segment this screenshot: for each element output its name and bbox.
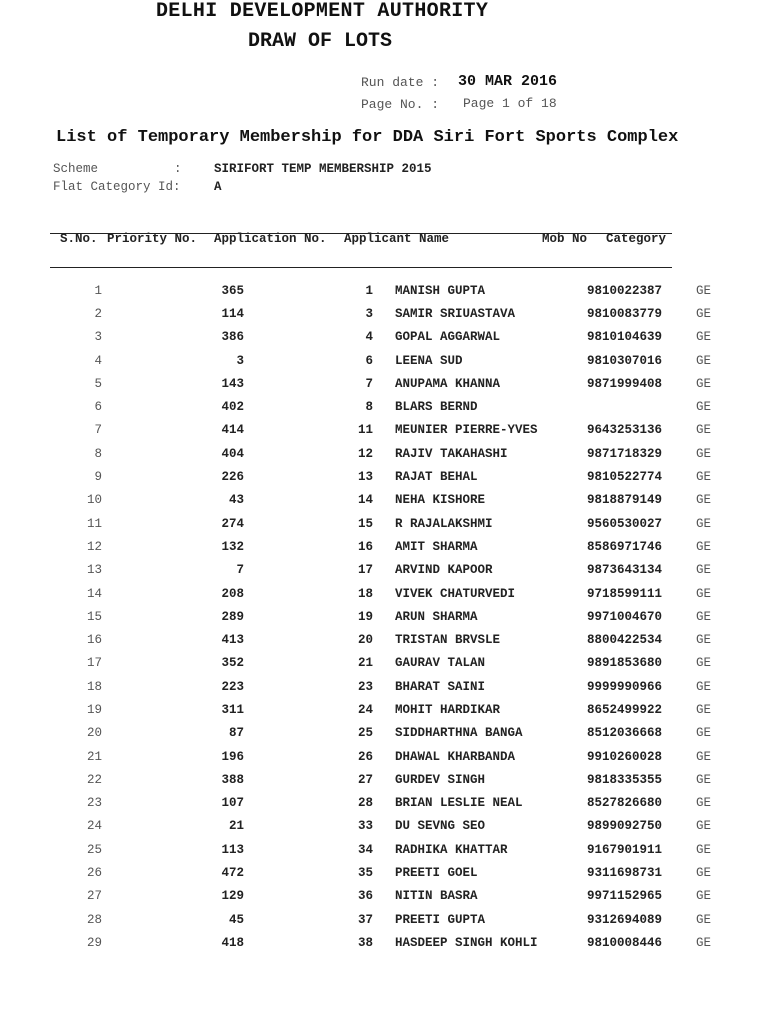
row-applicant-name: RAJAT BEHAL: [395, 470, 478, 485]
column-spacer: [663, 512, 696, 535]
column-spacer: [663, 326, 696, 349]
row-category: GE: [696, 866, 712, 881]
row-application-no: 8: [365, 400, 373, 415]
row-category: GE: [696, 283, 712, 298]
row-mobile-no: 9810083779: [587, 306, 663, 321]
table-row: [50, 698, 736, 721]
row-priority-no: 365: [221, 283, 244, 298]
row-sno: 18: [86, 679, 102, 694]
table-row: [50, 349, 736, 372]
table-row: [50, 489, 736, 512]
row-category: GE: [696, 633, 712, 648]
table-row: [50, 442, 736, 465]
row-category: GE: [696, 772, 712, 787]
column-spacer: [373, 442, 395, 465]
row-mobile-no: 9871718329: [587, 446, 663, 461]
row-priority-no: 113: [221, 842, 244, 857]
row-category: GE: [696, 796, 712, 811]
column-spacer: [663, 465, 696, 488]
row-mobile-no: 9891853680: [587, 656, 663, 671]
row-sno: 28: [86, 912, 102, 927]
row-applicant-name: HASDEEP SINGH KOHLI: [395, 935, 538, 950]
row-application-no: 23: [357, 679, 373, 694]
row-application-no: 34: [357, 842, 373, 857]
table-row: [50, 908, 736, 931]
row-priority-no: 418: [221, 935, 244, 950]
row-sno: 12: [86, 539, 102, 554]
draw-title: DRAW OF LOTS: [248, 30, 393, 53]
row-category: GE: [696, 306, 712, 321]
column-spacer: [373, 675, 395, 698]
row-application-no: 27: [357, 772, 373, 787]
table-row: [50, 838, 736, 861]
column-spacer: [663, 419, 696, 442]
membership-table: [50, 279, 736, 955]
row-priority-no: 3: [236, 353, 244, 368]
row-mobile-no: 9312694089: [587, 912, 663, 927]
row-mobile-no: 9899092750: [587, 819, 663, 834]
row-application-no: 20: [357, 633, 373, 648]
column-spacer: [663, 908, 696, 931]
row-priority-no: 45: [228, 912, 244, 927]
column-spacer: [663, 582, 696, 605]
column-spacer: [373, 885, 395, 908]
row-application-no: 33: [357, 819, 373, 834]
row-applicant-name: NEHA KISHORE: [395, 493, 486, 508]
row-applicant-name: BLARS BERND: [395, 400, 478, 415]
table-row: [50, 745, 736, 768]
row-application-no: 21: [357, 656, 373, 671]
row-applicant-name: DU SEVNG SEO: [395, 819, 486, 834]
row-sno: 20: [86, 726, 102, 741]
column-spacer: [373, 652, 395, 675]
row-sno: 1: [94, 283, 102, 298]
row-sno: 19: [86, 702, 102, 717]
row-applicant-name: MEUNIER PIERRE-YVES: [395, 423, 538, 438]
column-spacer: [373, 326, 395, 349]
row-application-no: 36: [357, 889, 373, 904]
row-application-no: 38: [357, 935, 373, 950]
row-applicant-name: ARUN SHARMA: [395, 609, 478, 624]
row-category: GE: [696, 889, 712, 904]
row-category: GE: [696, 609, 712, 624]
row-mobile-no: 9971004670: [587, 609, 663, 624]
row-application-no: 17: [357, 563, 373, 578]
column-spacer: [663, 698, 696, 721]
row-category: GE: [696, 330, 712, 345]
row-application-no: 13: [357, 470, 373, 485]
row-applicant-name: RAJIV TAKAHASHI: [395, 446, 508, 461]
row-applicant-name: PREETI GOEL: [395, 866, 478, 881]
row-application-no: 11: [357, 423, 373, 438]
row-sno: 11: [86, 516, 102, 531]
row-mobile-no: 9560530027: [587, 516, 663, 531]
row-sno: 13: [86, 563, 102, 578]
table-row: [50, 768, 736, 791]
row-mobile-no: 9718599111: [587, 586, 663, 601]
row-mobile-no: 9999990966: [587, 679, 663, 694]
row-application-no: 15: [357, 516, 373, 531]
column-spacer: [373, 722, 395, 745]
row-application-no: 26: [357, 749, 373, 764]
membership-table-body: [50, 279, 736, 955]
table-row: [50, 605, 736, 628]
table-row: [50, 465, 736, 488]
row-priority-no: 21: [228, 819, 244, 834]
row-applicant-name: DHAWAL KHARBANDA: [395, 749, 516, 764]
row-mobile-no: 8512036668: [587, 726, 663, 741]
row-category: GE: [696, 563, 712, 578]
row-category: GE: [696, 935, 712, 950]
row-category: GE: [696, 400, 712, 415]
row-applicant-name: VIVEK CHATURVEDI: [395, 586, 516, 601]
page-no-value: Page 1 of 18: [463, 96, 557, 111]
col-header-name: Applicant Name: [344, 232, 450, 246]
column-spacer: [663, 535, 696, 558]
header-bottom-rule: [50, 267, 672, 268]
row-sno: 24: [86, 819, 102, 834]
column-spacer: [663, 931, 696, 954]
row-mobile-no: 9643253136: [587, 423, 663, 438]
table-row: [50, 861, 736, 884]
column-spacer: [663, 885, 696, 908]
row-priority-no: 7: [236, 563, 244, 578]
col-header-sno: S.No.: [60, 232, 98, 246]
column-spacer: [373, 861, 395, 884]
row-sno: 16: [86, 633, 102, 648]
row-application-no: 3: [365, 306, 373, 321]
row-priority-no: 311: [221, 702, 244, 717]
column-spacer: [373, 908, 395, 931]
scheme-separator: :: [174, 162, 182, 176]
row-application-no: 7: [365, 376, 373, 391]
row-category: GE: [696, 516, 712, 531]
row-category: GE: [696, 376, 712, 391]
column-spacer: [373, 768, 395, 791]
row-sno: 6: [94, 400, 102, 415]
row-priority-no: 472: [221, 866, 244, 881]
table-row: [50, 535, 736, 558]
row-priority-no: 402: [221, 400, 244, 415]
column-spacer: [373, 745, 395, 768]
row-sno: 15: [86, 609, 102, 624]
col-header-mob: Mob No: [542, 232, 588, 246]
column-spacer: [373, 512, 395, 535]
row-category: GE: [696, 702, 712, 717]
column-spacer: [373, 372, 395, 395]
row-application-no: 4: [365, 330, 373, 345]
column-spacer: [373, 815, 395, 838]
row-sno: 10: [86, 493, 102, 508]
column-spacer: [663, 302, 696, 325]
run-date-value: 30 MAR 2016: [458, 73, 558, 90]
page-no-label: Page No. :: [361, 97, 440, 112]
column-spacer: [373, 792, 395, 815]
row-sno: 29: [86, 935, 102, 950]
row-priority-no: 114: [221, 306, 244, 321]
column-spacer: [373, 605, 395, 628]
row-sno: 3: [94, 330, 102, 345]
row-mobile-no: 9810307016: [587, 353, 663, 368]
column-spacer: [373, 582, 395, 605]
column-spacer: [663, 838, 696, 861]
row-application-no: 12: [357, 446, 373, 461]
row-sno: 2: [94, 306, 102, 321]
row-applicant-name: PREETI GUPTA: [395, 912, 486, 927]
column-spacer: [373, 419, 395, 442]
row-mobile-no: 9810022387: [587, 283, 663, 298]
row-priority-no: 43: [228, 493, 244, 508]
table-row: [50, 722, 736, 745]
row-applicant-name: AMIT SHARMA: [395, 539, 478, 554]
row-priority-no: 223: [221, 679, 244, 694]
row-applicant-name: TRISTAN BRVSLE: [395, 633, 501, 648]
table-row: [50, 582, 736, 605]
row-priority-no: 196: [221, 749, 244, 764]
column-spacer: [663, 605, 696, 628]
row-application-no: 35: [357, 866, 373, 881]
table-row: [50, 885, 736, 908]
col-header-priority: Priority No.: [107, 232, 198, 246]
row-applicant-name: GAURAV TALAN: [395, 656, 486, 671]
row-priority-no: 143: [221, 376, 244, 391]
row-priority-no: 414: [221, 423, 244, 438]
table-row: [50, 372, 736, 395]
column-spacer: [373, 465, 395, 488]
column-spacer: [663, 372, 696, 395]
column-spacer: [373, 838, 395, 861]
row-mobile-no: 8652499922: [587, 702, 663, 717]
row-mobile-no: 9873643134: [587, 563, 663, 578]
row-sno: 27: [86, 889, 102, 904]
row-application-no: 28: [357, 796, 373, 811]
row-application-no: 16: [357, 539, 373, 554]
table-row: [50, 628, 736, 651]
column-spacer: [373, 628, 395, 651]
row-sno: 25: [86, 842, 102, 857]
row-applicant-name: GOPAL AGGARWAL: [395, 330, 501, 345]
list-title: List of Temporary Membership for DDA Siri Fort Sports Complex: [56, 128, 679, 147]
table-row: [50, 512, 736, 535]
row-applicant-name: MOHIT HARDIKAR: [395, 702, 501, 717]
row-mobile-no: 9818879149: [587, 493, 663, 508]
row-sno: 9: [94, 470, 102, 485]
row-priority-no: 208: [221, 586, 244, 601]
row-sno: 14: [86, 586, 102, 601]
column-spacer: [373, 559, 395, 582]
table-row: [50, 559, 736, 582]
column-spacer: [373, 279, 395, 302]
flat-category-value: A: [214, 180, 222, 194]
row-applicant-name: GURDEV SINGH: [395, 772, 486, 787]
row-application-no: 1: [365, 283, 373, 298]
row-priority-no: 226: [221, 470, 244, 485]
row-priority-no: 413: [221, 633, 244, 648]
col-header-category: Category: [606, 232, 667, 246]
row-applicant-name: BHARAT SAINI: [395, 679, 486, 694]
row-category: GE: [696, 912, 712, 927]
row-priority-no: 388: [221, 772, 244, 787]
column-spacer: [663, 559, 696, 582]
row-sno: 7: [94, 423, 102, 438]
column-spacer: [663, 722, 696, 745]
table-row: [50, 792, 736, 815]
column-spacer: [663, 792, 696, 815]
table-row: [50, 419, 736, 442]
row-sno: 23: [86, 796, 102, 811]
column-spacer: [373, 698, 395, 721]
row-application-no: 6: [365, 353, 373, 368]
table-row: [50, 395, 736, 418]
row-sno: 26: [86, 866, 102, 881]
row-category: GE: [696, 679, 712, 694]
column-spacer: [663, 745, 696, 768]
row-application-no: 24: [357, 702, 373, 717]
row-applicant-name: BRIAN LESLIE NEAL: [395, 796, 523, 811]
org-title: DELHI DEVELOPMENT AUTHORITY: [156, 0, 489, 23]
row-applicant-name: R RAJALAKSHMI: [395, 516, 493, 531]
row-sno: 4: [94, 353, 102, 368]
row-mobile-no: 9871999408: [587, 376, 663, 391]
column-spacer: [663, 442, 696, 465]
column-spacer: [373, 395, 395, 418]
table-row: [50, 326, 736, 349]
row-mobile-no: 9810008446: [587, 935, 663, 950]
row-priority-no: 289: [221, 609, 244, 624]
row-applicant-name: MANISH GUPTA: [395, 283, 486, 298]
row-applicant-name: RADHIKA KHATTAR: [395, 842, 508, 857]
column-spacer: [663, 279, 696, 302]
row-category: GE: [696, 353, 712, 368]
row-application-no: 37: [357, 912, 373, 927]
column-spacer: [663, 768, 696, 791]
row-sno: 8: [94, 446, 102, 461]
row-mobile-no: 9167901911: [587, 842, 663, 857]
row-sno: 5: [94, 376, 102, 391]
column-spacer: [663, 675, 696, 698]
run-date-label: Run date :: [361, 75, 440, 90]
row-priority-no: 274: [221, 516, 244, 531]
row-mobile-no: 9910260028: [587, 749, 663, 764]
row-priority-no: 386: [221, 330, 244, 345]
column-spacer: [663, 861, 696, 884]
row-applicant-name: NITIN BASRA: [395, 889, 478, 904]
row-mobile-no: 9971152965: [587, 889, 663, 904]
column-spacer: [373, 302, 395, 325]
row-applicant-name: LEENA SUD: [395, 353, 463, 368]
row-category: GE: [696, 539, 712, 554]
row-priority-no: 129: [221, 889, 244, 904]
row-priority-no: 352: [221, 656, 244, 671]
row-application-no: 18: [357, 586, 373, 601]
row-mobile-no: 8800422534: [587, 633, 663, 648]
row-category: GE: [696, 423, 712, 438]
row-category: GE: [696, 842, 712, 857]
row-mobile-no: 9810104639: [587, 330, 663, 345]
table-row: [50, 815, 736, 838]
column-spacer: [663, 349, 696, 372]
row-category: GE: [696, 749, 712, 764]
row-priority-no: 87: [228, 726, 244, 741]
row-mobile-no: 9818335355: [587, 772, 663, 787]
table-row: [50, 675, 736, 698]
row-category: GE: [696, 656, 712, 671]
column-spacer: [663, 628, 696, 651]
scheme-value: SIRIFORT TEMP MEMBERSHIP 2015: [214, 162, 432, 176]
row-mobile-no: [587, 395, 663, 418]
row-applicant-name: ARVIND KAPOOR: [395, 563, 493, 578]
table-row: [50, 652, 736, 675]
column-spacer: [373, 535, 395, 558]
row-application-no: 14: [357, 493, 373, 508]
column-spacer: [373, 349, 395, 372]
table-row: [50, 302, 736, 325]
row-category: GE: [696, 819, 712, 834]
row-sno: 22: [86, 772, 102, 787]
row-priority-no: 404: [221, 446, 244, 461]
row-priority-no: 107: [221, 796, 244, 811]
row-mobile-no: 9810522774: [587, 470, 663, 485]
row-applicant-name: SAMIR SRIUASTAVA: [395, 306, 516, 321]
row-category: GE: [696, 586, 712, 601]
column-spacer: [373, 931, 395, 954]
column-spacer: [663, 652, 696, 675]
flat-category-label: Flat Category Id:: [53, 180, 181, 194]
row-mobile-no: 9311698731: [587, 866, 663, 881]
scheme-label: Scheme: [53, 162, 99, 176]
row-mobile-no: 8527826680: [587, 796, 663, 811]
row-application-no: 19: [357, 609, 373, 624]
row-applicant-name: SIDDHARTHNA BANGA: [395, 726, 523, 741]
row-category: GE: [696, 493, 712, 508]
column-spacer: [663, 815, 696, 838]
row-applicant-name: ANUPAMA KHANNA: [395, 376, 501, 391]
col-header-application: Application No.: [214, 232, 327, 246]
row-sno: 21: [86, 749, 102, 764]
row-category: GE: [696, 726, 712, 741]
column-spacer: [663, 395, 696, 418]
row-mobile-no: 8586971746: [587, 539, 663, 554]
table-row: [50, 279, 736, 302]
row-sno: 17: [86, 656, 102, 671]
column-spacer: [373, 489, 395, 512]
table-row: [50, 931, 736, 954]
row-category: GE: [696, 446, 712, 461]
row-category: GE: [696, 470, 712, 485]
column-spacer: [663, 489, 696, 512]
row-application-no: 25: [357, 726, 373, 741]
row-priority-no: 132: [221, 539, 244, 554]
